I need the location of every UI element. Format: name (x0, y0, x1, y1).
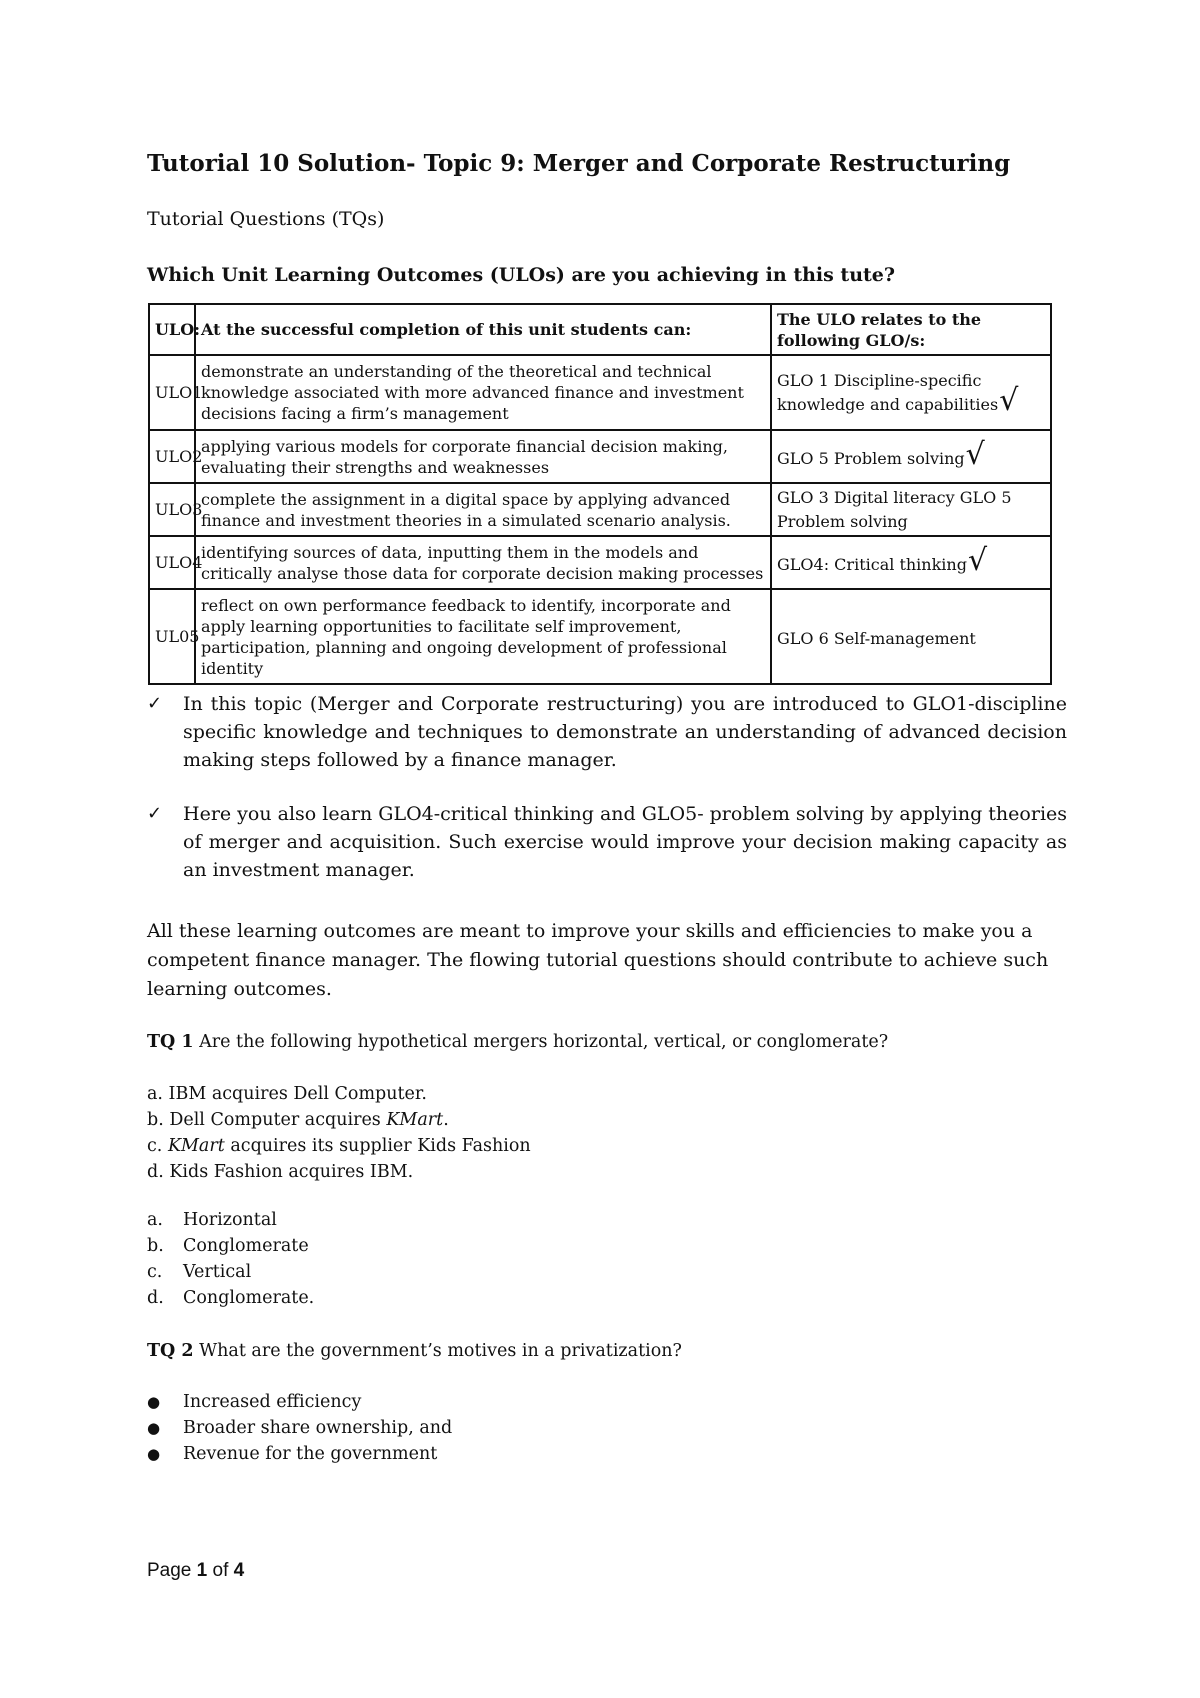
table-row (149, 355, 1051, 430)
answer-item: d. Conglomerate. (147, 1288, 315, 1308)
checkmark-icon: √ (965, 436, 985, 472)
glo-text: GLO4: Critical thinking (777, 554, 967, 574)
bullet-icon: ● (147, 1393, 161, 1411)
glo-cell (771, 355, 1051, 430)
body-paragraph: All these learning outcomes are meant to improve your skills and efficiencies to make you a competent finance manager. The flowing tutorial questions should contribute to achieve such learning outcomes. (147, 920, 1049, 1000)
glo-text: GLO 3 Digital literacy GLO 5 Problem solving (777, 488, 1012, 531)
glo-cell (771, 430, 1051, 483)
list-item: ● Revenue for the government (147, 1444, 438, 1464)
question-tq1 (147, 1032, 888, 1052)
checkmark-icon: √ (967, 542, 988, 578)
ulo-code: UL05 (149, 589, 195, 684)
list-item: d. Kids Fashion acquires IBM. (147, 1162, 414, 1182)
page-title: Tutorial 10 Solution- Topic 9: Merger and Corporate Restructuring (147, 150, 1011, 177)
column-header: At the successful completion of this unit students can: (195, 304, 771, 355)
list-item: c. KMart acquires its supplier Kids Fashion (147, 1136, 531, 1156)
question-text: Are the following hypothetical mergers horizontal, vertical, or conglomerate? (199, 1032, 889, 1052)
bullet-item (147, 690, 1067, 774)
column-header: ULO: (149, 304, 195, 355)
table-header-row (149, 304, 1051, 355)
bullet-item (147, 800, 1067, 884)
list-item: ● Increased efficiency (147, 1392, 362, 1412)
section-heading: Tutorial Questions (TQs) (147, 208, 385, 230)
table-row (149, 589, 1051, 684)
bullet-icon: ● (147, 1445, 161, 1463)
table-row (149, 536, 1051, 589)
ulo-table (148, 303, 1052, 685)
ulo-description: reflect on own performance feedback to identify, incorporate and apply learning opportunities to facilitate self improvement, participation, planning and ongoing development of professional identity (195, 589, 771, 684)
list-item: b. Dell Computer acquires KMart. (147, 1110, 449, 1130)
table-row (149, 483, 1051, 536)
glo-cell (771, 536, 1051, 589)
checkmark-icon: ✓ (147, 693, 163, 714)
bullet-text: In this topic (Merger and Corporate restructuring) you are introduced to GLO1-discipline specific knowledge and techniques to demonstrate an understanding of advanced decision making steps followed by a finance manager. (183, 693, 1067, 771)
column-header: The ULO relates to the following GLO/s: (771, 304, 1051, 355)
glo-text: GLO 1 Discipline-specific knowledge and capabilities (777, 371, 999, 414)
ulo-code: ULO4 (149, 536, 195, 589)
question-tq2 (147, 1341, 682, 1361)
checkmark-icon: ✓ (147, 803, 163, 824)
glo-cell (771, 483, 1051, 536)
ulo-code: ULO1 (149, 355, 195, 430)
answer-item: c. Vertical (147, 1262, 252, 1282)
question-text: What are the government’s motives in a privatization? (199, 1341, 682, 1361)
question-label: TQ 1 (147, 1032, 194, 1052)
glo-cell (771, 589, 1051, 684)
ulo-description: applying various models for corporate financial decision making, evaluating their strengths and weaknesses (195, 430, 771, 483)
ulo-description: demonstrate an understanding of the theoretical and technical knowledge associated with more advanced finance and investment decisions facing a firm’s management (195, 355, 771, 430)
question-label: TQ 2 (147, 1341, 194, 1361)
answer-item: b. Conglomerate (147, 1236, 309, 1256)
ulo-description: identifying sources of data, inputting them in the models and critically analyse those data for corporate decision making processes (195, 536, 771, 589)
table-row (149, 430, 1051, 483)
list-item: ● Broader share ownership, and (147, 1418, 453, 1438)
bullet-text: Here you also learn GLO4-critical thinking and GLO5- problem solving by applying theories of merger and acquisition. Such exercise would improve your decision making capacity as an investment manager. (183, 803, 1068, 881)
glo-text: GLO 5 Problem solving (777, 448, 965, 468)
answer-item: a. Horizontal (147, 1210, 277, 1230)
ulo-description: complete the assignment in a digital space by applying advanced finance and investment theories in a simulated scenario analysis. (195, 483, 771, 536)
bullet-icon: ● (147, 1419, 161, 1437)
checkmark-icon: √ (999, 383, 1019, 418)
ulo-question: Which Unit Learning Outcomes (ULOs) are you achieving in this tute? (147, 264, 896, 286)
list-item: a. IBM acquires Dell Computer. (147, 1084, 427, 1104)
ulo-code: ULO2 (149, 430, 195, 483)
page-footer: Page 1 of 4 (147, 1560, 245, 1581)
glo-text: GLO 6 Self-management (777, 628, 976, 648)
ulo-code: ULO3 (149, 483, 195, 536)
